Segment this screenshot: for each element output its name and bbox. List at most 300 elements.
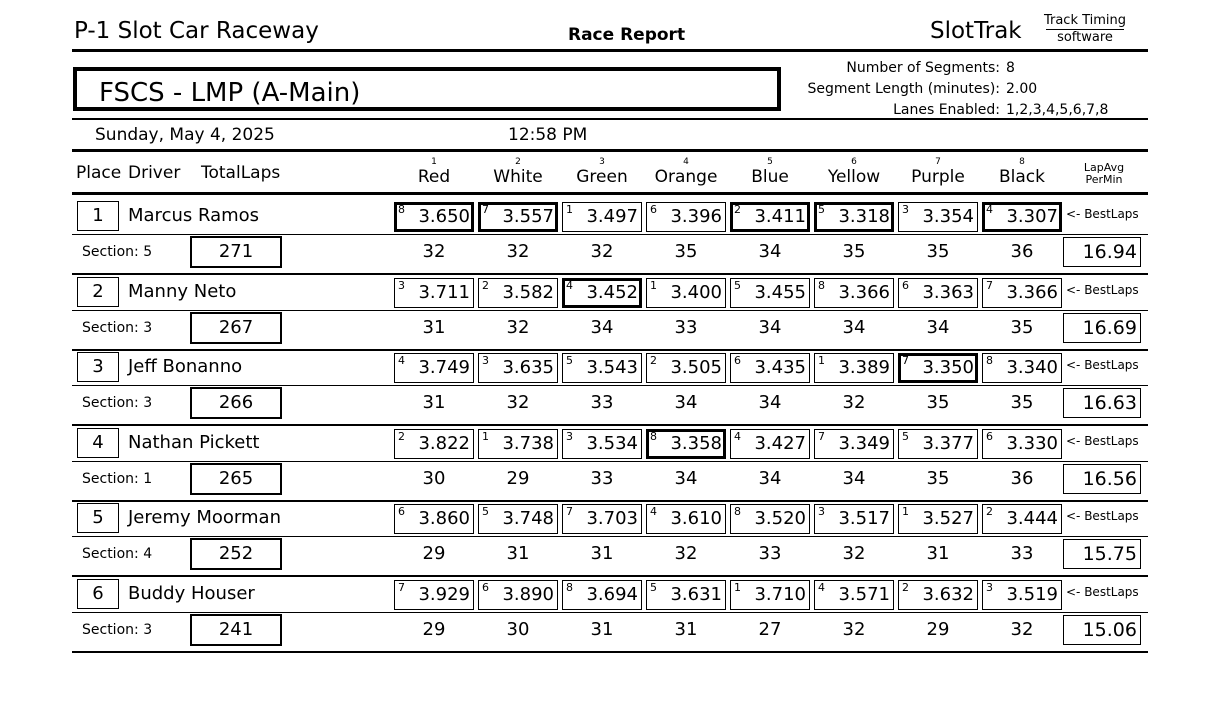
- lane-lap-count: 31: [422, 317, 446, 338]
- lane-lap-count: 32: [506, 317, 530, 338]
- best-lap-cell: [730, 353, 810, 383]
- date-rule: [72, 149, 1148, 152]
- lane-number: 3: [599, 157, 605, 167]
- best-lap-cell: [478, 278, 558, 308]
- driver-column-header: Driver: [128, 163, 181, 183]
- lane-number: 2: [515, 157, 521, 167]
- best-lap-cell: [478, 504, 558, 534]
- lane-lap-count: 32: [842, 619, 866, 640]
- place-column-header: Place: [76, 163, 122, 183]
- best-lap-cell: [982, 278, 1062, 308]
- lane-lap-count: 27: [758, 619, 782, 640]
- best-lap-cell: [982, 429, 1062, 459]
- lane-lap-count: 34: [674, 468, 698, 489]
- software-subtitle-line2: software: [1046, 29, 1124, 46]
- segments-value: 8: [1006, 60, 1015, 76]
- lane-lap-count: 35: [926, 468, 950, 489]
- total-laps-box: 265: [190, 463, 282, 495]
- lane-lap-count: 34: [674, 392, 698, 413]
- section-number: 3: [143, 622, 153, 638]
- lap-time: 3.517: [838, 508, 890, 529]
- lap-position: 7: [566, 505, 573, 518]
- section-number: 5: [143, 244, 153, 260]
- lane-number: 5: [767, 157, 773, 167]
- lap-time: 3.571: [838, 584, 890, 605]
- lane-number: 6: [851, 157, 857, 167]
- lap-position: 2: [482, 279, 489, 292]
- total-laps-box: 271: [190, 236, 282, 268]
- software-subtitle: [1034, 13, 1136, 46]
- best-lap-cell: [646, 504, 726, 534]
- driver-name: Jeff Bonanno: [128, 356, 243, 377]
- row-inner-rule: [72, 461, 1148, 462]
- lane-color-name: Black: [999, 167, 1045, 187]
- lap-position: 4: [818, 581, 825, 594]
- lap-time: 3.350: [922, 357, 974, 378]
- lap-time: 3.703: [586, 508, 638, 529]
- best-lap-cell: [982, 353, 1062, 383]
- row-separator: [72, 575, 1148, 577]
- report-title: Race Report: [568, 25, 686, 45]
- race-name: FSCS - LMP (A-Main): [99, 78, 361, 108]
- best-lap-cell: [730, 580, 810, 610]
- lane-lap-count: 30: [422, 468, 446, 489]
- lap-time: 3.860: [418, 508, 470, 529]
- lap-position: 4: [986, 203, 993, 216]
- best-lap-cell: [394, 429, 474, 459]
- section-prefix: Section:: [82, 471, 139, 487]
- segment-length-label: Segment Length (minutes):: [807, 81, 1000, 97]
- lap-time: 3.527: [922, 508, 974, 529]
- lane-lap-count: 31: [506, 543, 530, 564]
- row-inner-rule: [72, 612, 1148, 613]
- place-box: 5: [77, 503, 119, 533]
- best-lap-cell: [562, 202, 642, 232]
- lap-position: 3: [902, 203, 909, 216]
- best-lap-cell: [646, 202, 726, 232]
- lap-time: 3.650: [418, 206, 470, 227]
- lap-position: 7: [482, 203, 489, 216]
- lane-lap-count: 32: [506, 392, 530, 413]
- race-time: 12:58 PM: [508, 125, 588, 145]
- lane-number: 1: [431, 157, 437, 167]
- best-lap-cell: [814, 429, 894, 459]
- lap-time: 3.738: [502, 433, 554, 454]
- lane-header-2: [476, 157, 560, 187]
- best-lap-cell: [898, 429, 978, 459]
- lane-lap-count: 34: [758, 468, 782, 489]
- place-box: 1: [77, 201, 119, 231]
- lap-position: 8: [818, 279, 825, 292]
- best-lap-cell: [814, 202, 894, 232]
- lap-position: 1: [734, 581, 741, 594]
- total-laps-box: 266: [190, 387, 282, 419]
- lap-avg-header-line2: PerMin: [1085, 173, 1123, 186]
- lap-time: 3.822: [418, 433, 470, 454]
- best-lap-cell: [394, 504, 474, 534]
- lane-lap-count: 32: [1010, 619, 1034, 640]
- section-prefix: Section:: [82, 244, 139, 260]
- lane-lap-count: 32: [842, 392, 866, 413]
- section-label: [82, 394, 152, 412]
- lane-lap-count: 32: [506, 241, 530, 262]
- lap-position: 1: [902, 505, 909, 518]
- lap-position: 3: [482, 354, 489, 367]
- lap-position: 3: [818, 505, 825, 518]
- row-inner-rule: [72, 234, 1148, 235]
- lap-position: 7: [398, 581, 405, 594]
- best-laps-note: <- BestLaps: [1066, 283, 1139, 297]
- lane-lap-count: 33: [590, 392, 614, 413]
- place-box: 4: [77, 428, 119, 458]
- lap-time: 3.582: [502, 282, 554, 303]
- lane-lap-count: 33: [758, 543, 782, 564]
- lap-time: 3.377: [922, 433, 974, 454]
- lane-lap-count: 34: [926, 317, 950, 338]
- lane-lap-count: 34: [842, 468, 866, 489]
- software-name: SlotTrak: [930, 18, 1022, 44]
- lap-time: 3.366: [838, 282, 890, 303]
- lap-time: 3.411: [754, 206, 806, 227]
- lap-position: 6: [734, 354, 741, 367]
- lane-lap-count: 35: [1010, 317, 1034, 338]
- driver-name: Nathan Pickett: [128, 432, 260, 453]
- lap-avg-box: 16.56: [1063, 464, 1141, 494]
- best-lap-cell: [982, 202, 1062, 232]
- lane-lap-count: 29: [422, 619, 446, 640]
- lane-lap-count: 35: [926, 241, 950, 262]
- row-separator: [72, 349, 1148, 351]
- lap-time: 3.497: [586, 206, 638, 227]
- lap-time: 3.694: [586, 584, 638, 605]
- best-lap-cell: [478, 580, 558, 610]
- lane-lap-count: 31: [926, 543, 950, 564]
- lap-time: 3.610: [670, 508, 722, 529]
- total-laps-box: 252: [190, 538, 282, 570]
- lane-lap-count: 34: [758, 241, 782, 262]
- section-prefix: Section:: [82, 395, 139, 411]
- lap-time: 3.635: [502, 357, 554, 378]
- best-laps-note: <- BestLaps: [1066, 358, 1139, 372]
- lane-lap-count: 35: [674, 241, 698, 262]
- lap-avg-column-header: [1066, 162, 1142, 186]
- best-lap-cell: [646, 353, 726, 383]
- segment-length-value: 2.00: [1006, 81, 1038, 97]
- lap-position: 4: [734, 430, 741, 443]
- section-label: [82, 319, 152, 337]
- row-inner-rule: [72, 310, 1148, 311]
- row-separator: [72, 651, 1148, 653]
- best-laps-note: <- BestLaps: [1066, 509, 1139, 523]
- lap-time: 3.890: [502, 584, 554, 605]
- lane-lap-count: 36: [1010, 468, 1034, 489]
- lap-position: 6: [986, 430, 993, 443]
- lap-time: 3.749: [418, 357, 470, 378]
- lap-time: 3.632: [922, 584, 974, 605]
- segments-label: Number of Segments:: [846, 60, 1000, 76]
- best-laps-note: <- BestLaps: [1066, 434, 1139, 448]
- lap-position: 8: [398, 203, 405, 216]
- lane-lap-count: 31: [422, 392, 446, 413]
- place-box: 2: [77, 277, 119, 307]
- lap-position: 2: [986, 505, 993, 518]
- lap-position: 5: [734, 279, 741, 292]
- lap-position: 5: [902, 430, 909, 443]
- lane-header-4: [644, 157, 728, 187]
- best-lap-cell: [562, 353, 642, 383]
- best-laps-note: <- BestLaps: [1066, 207, 1139, 221]
- lane-lap-count: 34: [842, 317, 866, 338]
- best-lap-cell: [562, 580, 642, 610]
- lap-time: 3.354: [922, 206, 974, 227]
- lap-position: 6: [482, 581, 489, 594]
- lap-position: 5: [566, 354, 573, 367]
- best-lap-cell: [898, 202, 978, 232]
- section-label: [82, 621, 152, 639]
- lap-position: 3: [566, 430, 573, 443]
- lap-time: 3.330: [1006, 433, 1058, 454]
- section-prefix: Section:: [82, 622, 139, 638]
- lane-lap-count: 35: [926, 392, 950, 413]
- lane-lap-count: 36: [1010, 241, 1034, 262]
- lane-lap-count: 31: [590, 619, 614, 640]
- lap-time: 3.711: [418, 282, 470, 303]
- lap-time: 3.389: [838, 357, 890, 378]
- best-lap-cell: [814, 580, 894, 610]
- lap-position: 8: [986, 354, 993, 367]
- row-inner-rule: [72, 385, 1148, 386]
- lanes-enabled-value: 1,2,3,4,5,6,7,8: [1006, 102, 1109, 118]
- lane-header-1: [392, 157, 476, 187]
- lap-position: 2: [734, 203, 741, 216]
- lane-lap-count: 29: [926, 619, 950, 640]
- lap-time: 3.358: [670, 433, 722, 454]
- best-lap-cell: [730, 504, 810, 534]
- lap-position: 2: [902, 581, 909, 594]
- lap-position: 5: [482, 505, 489, 518]
- row-separator: [72, 273, 1148, 275]
- lane-lap-count: 32: [422, 241, 446, 262]
- lap-time: 3.534: [586, 433, 638, 454]
- lap-time: 3.748: [502, 508, 554, 529]
- best-lap-cell: [730, 202, 810, 232]
- lane-color-name: Purple: [911, 167, 965, 187]
- lane-lap-count: 34: [758, 392, 782, 413]
- driver-name: Marcus Ramos: [128, 205, 260, 226]
- best-lap-cell: [982, 580, 1062, 610]
- lap-time: 3.520: [754, 508, 806, 529]
- lap-position: 2: [398, 430, 405, 443]
- driver-name: Buddy Houser: [128, 583, 255, 604]
- lap-time: 3.444: [1006, 508, 1058, 529]
- header-rule: [72, 49, 1148, 52]
- lap-avg-header-line1: LapAvg: [1083, 161, 1125, 174]
- lane-lap-count: 33: [590, 468, 614, 489]
- lane-lap-count: 32: [674, 543, 698, 564]
- lap-position: 5: [818, 203, 825, 216]
- lap-position: 2: [650, 354, 657, 367]
- place-box: 6: [77, 579, 119, 609]
- best-lap-cell: [898, 353, 978, 383]
- lap-time: 3.435: [754, 357, 806, 378]
- lap-position: 7: [818, 430, 825, 443]
- total-laps-box: 241: [190, 614, 282, 646]
- total-laps-box: 267: [190, 312, 282, 344]
- lap-avg-box: 15.75: [1063, 539, 1141, 569]
- lane-color-name: Red: [417, 167, 451, 187]
- lap-time: 3.710: [754, 584, 806, 605]
- track-name: P-1 Slot Car Raceway: [74, 18, 319, 44]
- row-separator: [72, 424, 1148, 426]
- best-lap-cell: [898, 580, 978, 610]
- lap-time: 3.427: [754, 433, 806, 454]
- lane-color-name: Orange: [654, 167, 718, 187]
- total-laps-column-header: TotalLaps: [201, 163, 281, 183]
- best-lap-cell: [562, 278, 642, 308]
- lap-time: 3.366: [1006, 282, 1058, 303]
- section-number: 3: [143, 395, 153, 411]
- lap-time: 3.396: [670, 206, 722, 227]
- best-lap-cell: [646, 278, 726, 308]
- lap-time: 3.307: [1006, 206, 1058, 227]
- best-lap-cell: [394, 580, 474, 610]
- lap-position: 3: [986, 581, 993, 594]
- lap-time: 3.318: [838, 206, 890, 227]
- lap-time: 3.631: [670, 584, 722, 605]
- lane-lap-count: 34: [758, 317, 782, 338]
- lane-lap-count: 33: [674, 317, 698, 338]
- lap-position: 1: [566, 203, 573, 216]
- best-lap-cell: [814, 504, 894, 534]
- best-lap-cell: [898, 504, 978, 534]
- lane-lap-count: 30: [506, 619, 530, 640]
- lap-avg-box: 16.94: [1063, 237, 1141, 267]
- lap-time: 3.557: [502, 206, 554, 227]
- best-lap-cell: [898, 278, 978, 308]
- lane-header-8: [980, 157, 1064, 187]
- lane-lap-count: 31: [590, 543, 614, 564]
- lane-lap-count: 32: [842, 543, 866, 564]
- lane-lap-count: 35: [842, 241, 866, 262]
- lap-position: 6: [902, 279, 909, 292]
- best-lap-cell: [394, 202, 474, 232]
- lap-position: 8: [566, 581, 573, 594]
- section-label: [82, 545, 152, 563]
- lane-lap-count: 34: [590, 317, 614, 338]
- best-lap-cell: [562, 504, 642, 534]
- best-lap-cell: [478, 202, 558, 232]
- lane-color-name: Yellow: [827, 167, 881, 187]
- lap-time: 3.340: [1006, 357, 1058, 378]
- section-prefix: Section:: [82, 546, 139, 562]
- lane-header-5: [728, 157, 812, 187]
- lanes-enabled-label: Lanes Enabled:: [893, 102, 1000, 118]
- lap-time: 3.543: [586, 357, 638, 378]
- lane-lap-count: 32: [590, 241, 614, 262]
- best-lap-cell: [646, 429, 726, 459]
- lap-avg-box: 16.63: [1063, 388, 1141, 418]
- lane-header-7: [896, 157, 980, 187]
- best-lap-cell: [394, 278, 474, 308]
- best-lap-cell: [478, 353, 558, 383]
- section-label: [82, 470, 152, 488]
- lap-position: 5: [650, 581, 657, 594]
- lane-lap-count: 29: [506, 468, 530, 489]
- lane-number: 4: [683, 157, 689, 167]
- lane-number: 7: [935, 157, 941, 167]
- lap-position: 4: [650, 505, 657, 518]
- lane-header-3: [560, 157, 644, 187]
- column-header-rule: [72, 192, 1148, 195]
- best-lap-cell: [394, 353, 474, 383]
- driver-name: Jeremy Moorman: [128, 507, 281, 528]
- lap-position: 7: [986, 279, 993, 292]
- lane-color-name: White: [493, 167, 543, 187]
- lap-position: 8: [734, 505, 741, 518]
- section-label: [82, 243, 152, 261]
- lap-position: 4: [566, 279, 573, 292]
- best-lap-cell: [730, 278, 810, 308]
- lap-time: 3.519: [1006, 584, 1058, 605]
- best-laps-note: <- BestLaps: [1066, 585, 1139, 599]
- lap-time: 3.400: [670, 282, 722, 303]
- info-rule: [72, 118, 1148, 120]
- best-lap-cell: [646, 580, 726, 610]
- lap-avg-box: 16.69: [1063, 313, 1141, 343]
- lap-position: 1: [818, 354, 825, 367]
- lap-time: 3.349: [838, 433, 890, 454]
- lap-time: 3.929: [418, 584, 470, 605]
- lane-color-name: Green: [576, 167, 628, 187]
- place-box: 3: [77, 352, 119, 382]
- race-date: Sunday, May 4, 2025: [95, 125, 275, 145]
- lap-position: 4: [398, 354, 405, 367]
- driver-name: Manny Neto: [128, 281, 237, 302]
- lane-color-name: Blue: [751, 167, 789, 187]
- section-number: 1: [143, 471, 153, 487]
- row-separator: [72, 500, 1148, 502]
- lane-header-6: [812, 157, 896, 187]
- lap-avg-box: 15.06: [1063, 615, 1141, 645]
- lap-position: 8: [650, 430, 657, 443]
- lap-position: 6: [650, 203, 657, 216]
- best-lap-cell: [562, 429, 642, 459]
- lane-lap-count: 31: [674, 619, 698, 640]
- lap-time: 3.452: [586, 282, 638, 303]
- lane-lap-count: 35: [1010, 392, 1034, 413]
- best-lap-cell: [814, 278, 894, 308]
- lap-position: 6: [398, 505, 405, 518]
- best-lap-cell: [478, 429, 558, 459]
- section-number: 4: [143, 546, 153, 562]
- best-lap-cell: [814, 353, 894, 383]
- lap-position: 1: [482, 430, 489, 443]
- lap-position: 3: [398, 279, 405, 292]
- lap-position: 7: [902, 354, 909, 367]
- section-prefix: Section:: [82, 320, 139, 336]
- lap-position: 1: [650, 279, 657, 292]
- lap-time: 3.505: [670, 357, 722, 378]
- lane-number: 8: [1019, 157, 1025, 167]
- software-subtitle-line1: Track Timing: [1043, 13, 1127, 28]
- best-lap-cell: [982, 504, 1062, 534]
- section-number: 3: [143, 320, 153, 336]
- lap-time: 3.455: [754, 282, 806, 303]
- lap-time: 3.363: [922, 282, 974, 303]
- lane-lap-count: 29: [422, 543, 446, 564]
- lane-lap-count: 33: [1010, 543, 1034, 564]
- row-inner-rule: [72, 536, 1148, 537]
